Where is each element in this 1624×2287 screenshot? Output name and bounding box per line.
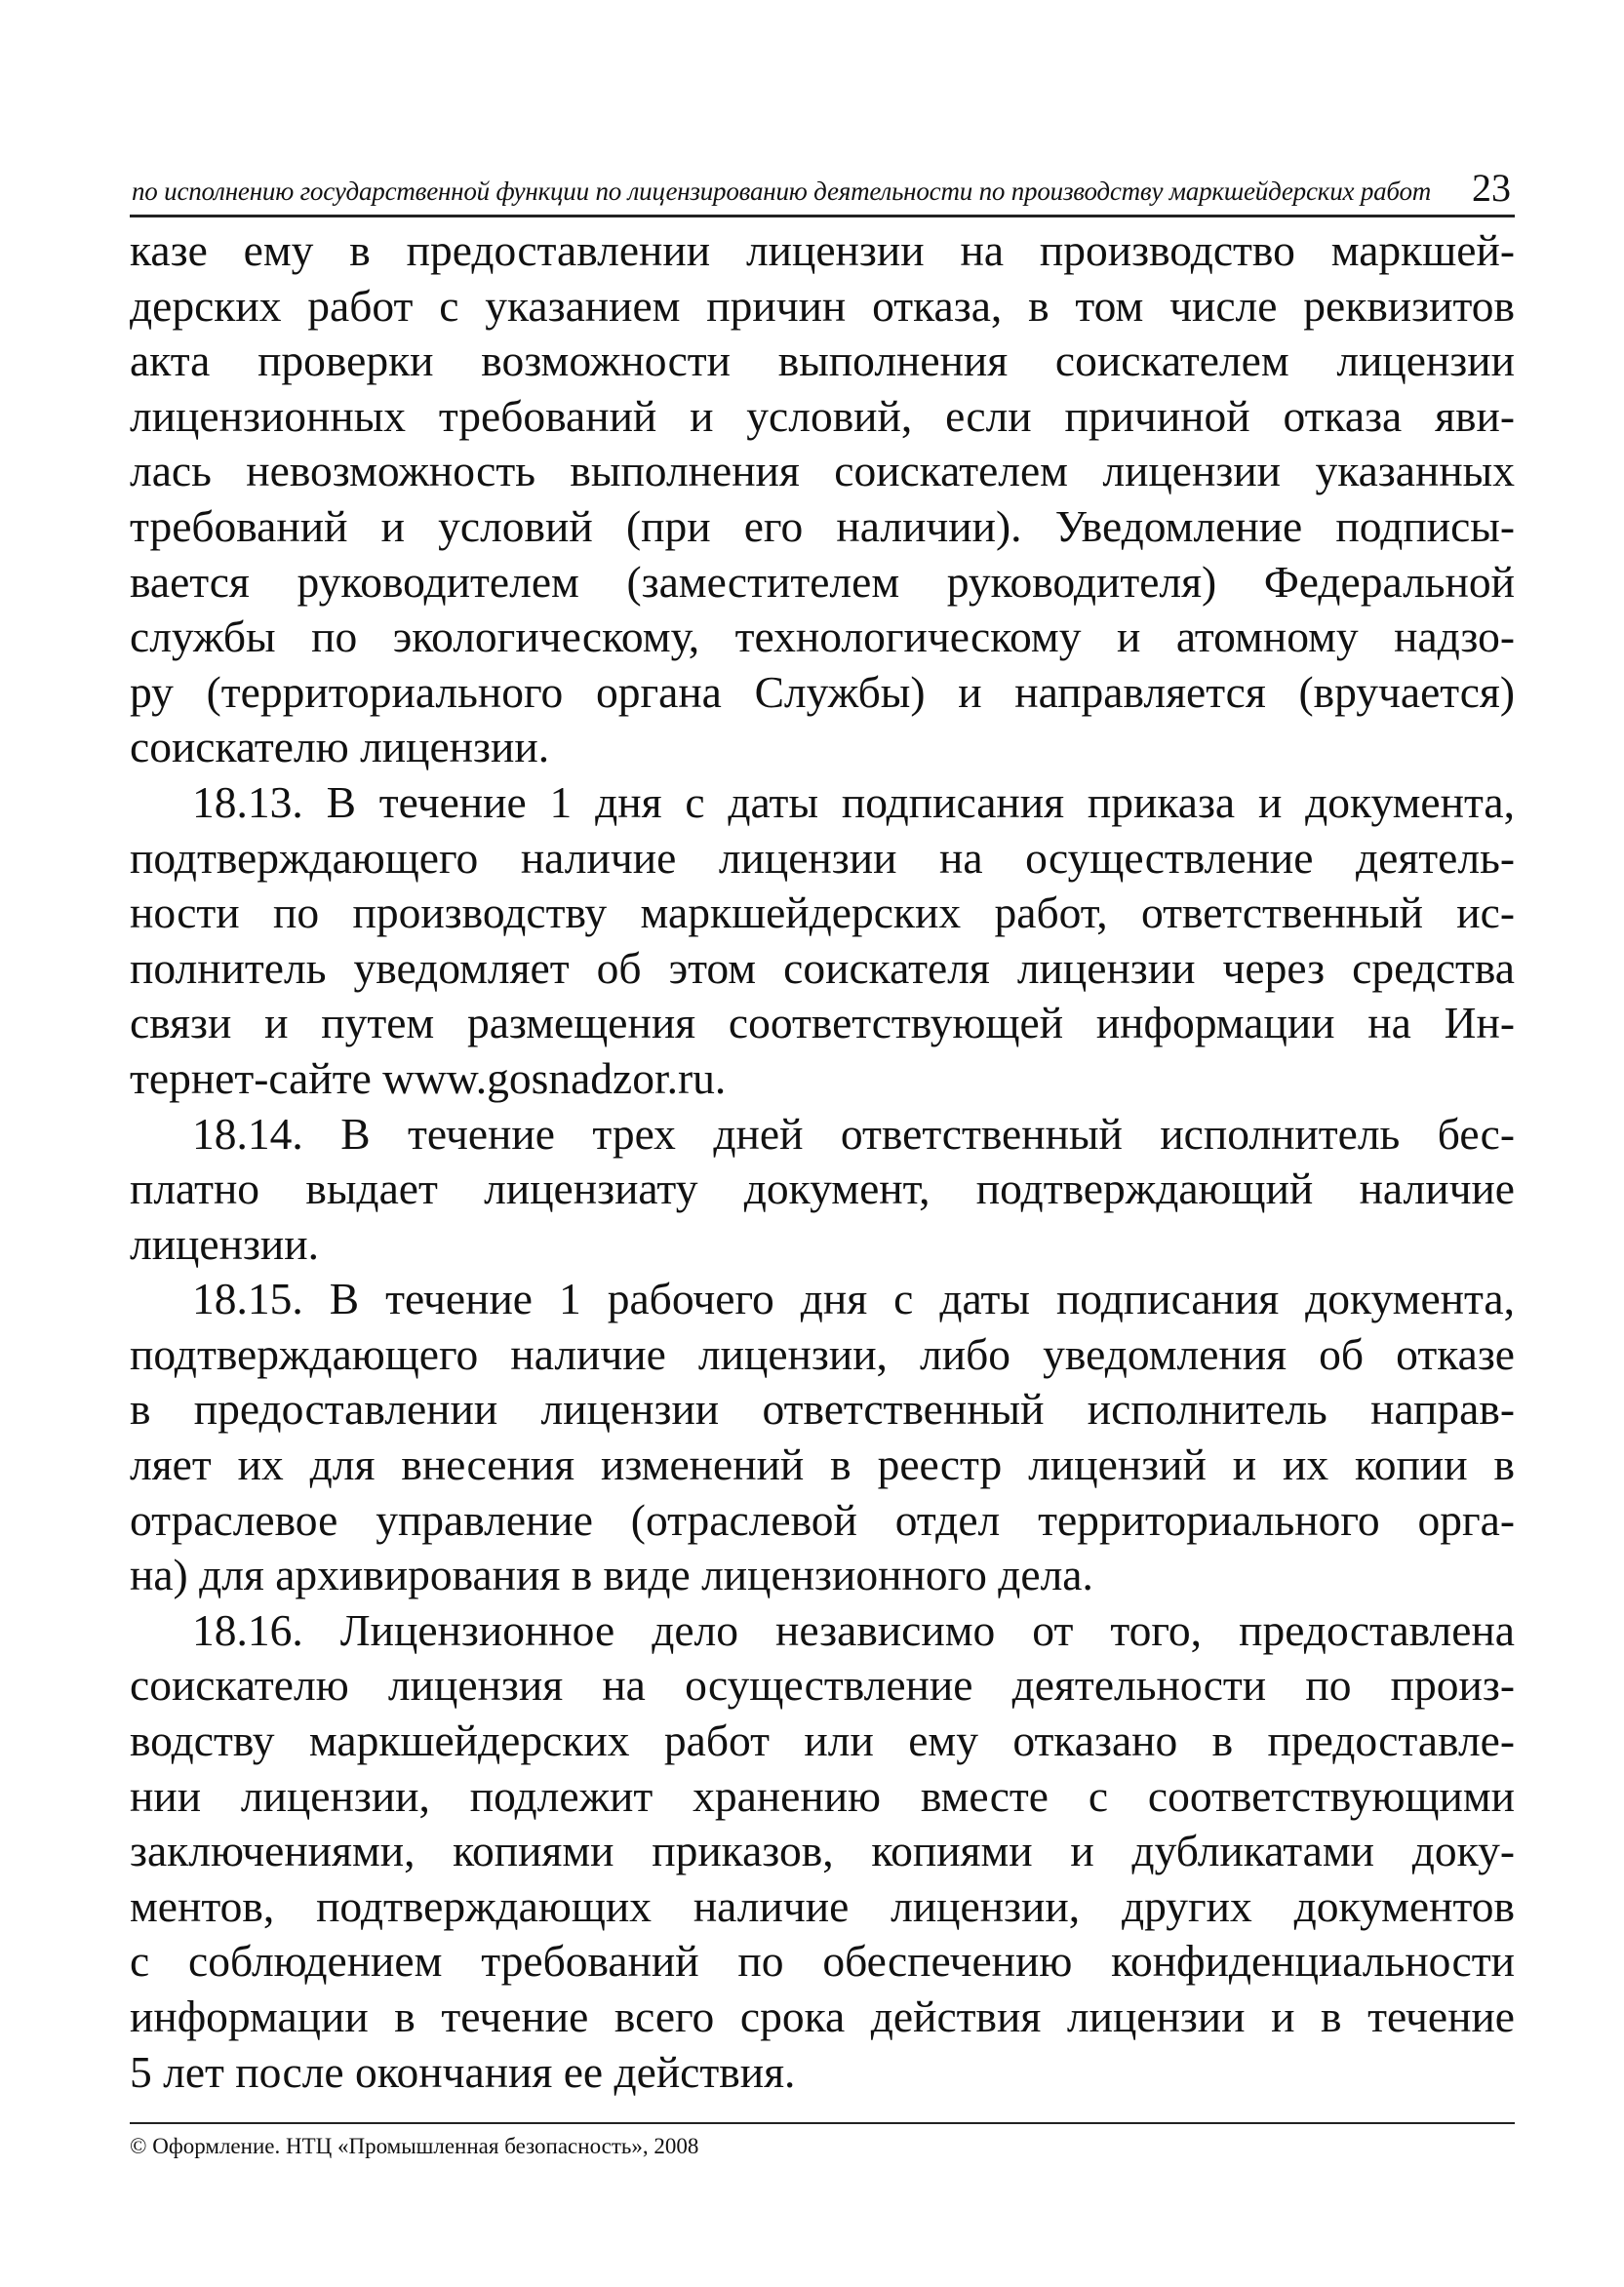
text-line: ру (территориального органа Службы) и направляется (вручается) (130, 666, 1515, 717)
text-line: соискателю лицензии. (130, 722, 550, 772)
text-line: водству маркшейдерских работ или ему отказано в предоставле- (130, 1715, 1515, 1766)
text-line: нии лицензии, подлежит хранению вместе с соответствующими (130, 1770, 1515, 1821)
text-line: лась невозможность выполнения соискателем лицензии указанных (130, 446, 1515, 496)
text-line: казе ему в предоставлении лицензии на производство маркшей- (130, 225, 1515, 275)
text-line: подтверждающего наличие лицензии на осуществление деятель- (130, 832, 1515, 883)
paragraph (130, 1603, 1515, 2100)
text-line: ности по производству маркшейдерских работ, ответственный ис- (130, 887, 1515, 938)
text-line: связи и путем размещения соответствующей информации на Ин- (130, 998, 1515, 1048)
paragraph (130, 1272, 1515, 1603)
text-line: лицензионных требований и условий, если причиной отказа яви- (130, 390, 1515, 441)
text-line: платно выдает лицензиату документ, подтверждающий наличие (130, 1163, 1515, 1214)
text-line: в предоставлении лицензии ответственный исполнитель направ- (130, 1384, 1515, 1435)
text-line: соискателю лицензия на осуществление деятельности по произ- (130, 1660, 1515, 1711)
text-line: требований и условий (при его наличии). Уведомление подписы- (130, 500, 1515, 551)
paragraph (130, 775, 1515, 1107)
text-line: отраслевое управление (отраслевой отдел территориального орга- (130, 1494, 1515, 1545)
text-line: информации в течение всего срока действия лицензии и в течение (130, 1991, 1515, 2041)
running-title: по исполнению государственной функции по лицензированию деятельности по производству маркшейдерских работ (132, 177, 1432, 206)
paragraph (130, 223, 1515, 775)
text-line: ляет их для внесения изменений в реестр лицензий и их копии в (130, 1439, 1515, 1490)
body-text (130, 223, 1515, 2100)
text-line: тернет-сайте www.gosnadzor.ru. (130, 1052, 727, 1103)
text-line: ментов, подтверждающих наличие лицензии, других документов (130, 1880, 1515, 1931)
text-line: 18.15. В течение 1 рабочего дня с даты подписания документа, (192, 1274, 1515, 1324)
text-line: на) для архивирования в виде лицензионного дела. (130, 1550, 1093, 1600)
text-line: подтверждающего наличие лицензии, либо уведомления об отказе (130, 1328, 1515, 1379)
text-line: лицензии. (130, 1218, 319, 1269)
footer-copyright: © Оформление. НТЦ «Промышленная безопасность», 2008 (130, 2134, 699, 2158)
paragraph (130, 1107, 1515, 1273)
text-line: полнитель уведомляет об этом соискателя лицензии через средства (130, 942, 1515, 993)
page-header (130, 156, 1515, 217)
text-line: с соблюдением требований по обеспечению конфиденциальности (130, 1936, 1515, 1987)
text-line: дерских работ с указанием причин отказа, в том числе реквизитов (130, 280, 1515, 331)
text-line: 5 лет после окончания ее действия. (130, 2046, 796, 2097)
text-line: вается руководителем (заместителем руководителя) Федеральной (130, 556, 1515, 607)
text-line: службы по экологическому, технологическому и атомному надзо- (130, 611, 1515, 662)
text-line: 18.14. В течение трех дней ответственный исполнитель бес- (192, 1108, 1515, 1159)
footer-divider (130, 2122, 1515, 2124)
text-line: заключениями, копиями приказов, копиями и дубликатами доку- (130, 1826, 1515, 1876)
text-line: 18.13. В течение 1 дня с даты подписания приказа и документа, (192, 776, 1515, 827)
text-line: акта проверки возможности выполнения соискателем лицензии (130, 335, 1515, 386)
page-number: 23 (1472, 166, 1511, 210)
text-line: 18.16. Лицензионное дело независимо от того, предоставлена (192, 1604, 1515, 1655)
